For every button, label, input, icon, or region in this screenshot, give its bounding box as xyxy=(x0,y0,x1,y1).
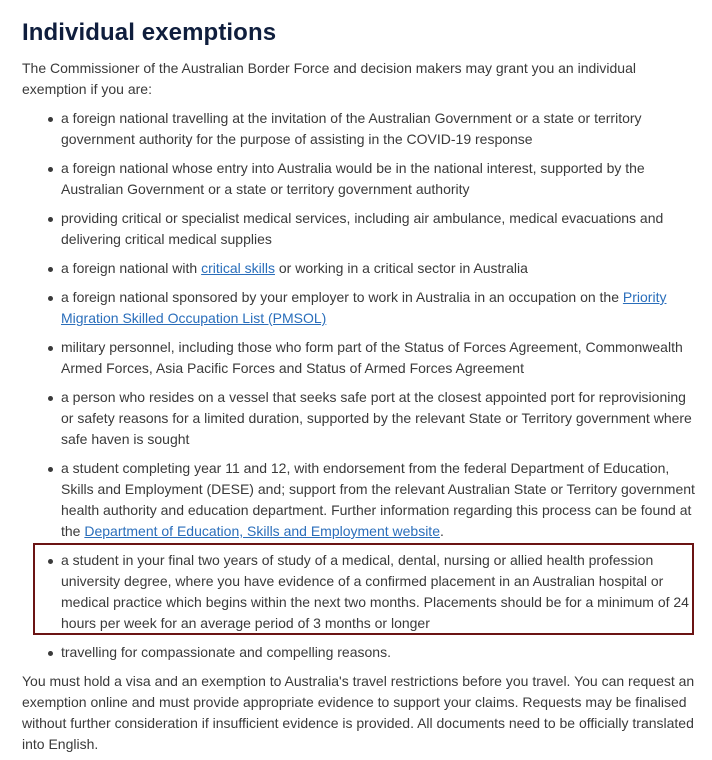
bullet-icon xyxy=(48,267,53,272)
list-item-text-before: a foreign national sponsored by your employer to work in Australia in an occupation on the xyxy=(61,289,623,305)
bullet-icon xyxy=(48,559,53,564)
bullet-icon xyxy=(48,167,53,172)
list-item-text-after: or working in a critical sector in Australia xyxy=(274,260,528,276)
list-item xyxy=(22,258,700,279)
section-heading: Individual exemptions xyxy=(22,19,277,46)
list-item-text: a student in your final two years of study of a medical, dental, nursing or allied health profession university degree, where you have evidence of a confirmed placement in an Australian hospital or medical practice which begins within the next two months. Placements should be for a minimum of 24 hours per week for an average period of 3 months or longer xyxy=(61,552,689,631)
list-item-text: a foreign national travelling at the invitation of the Australian Government or a state or territory government authority for the purpose of assisting in the COVID-19 response xyxy=(61,110,642,147)
list-item-text: providing critical or specialist medical services, including air ambulance, medical evacuations and delivering critical medical supplies xyxy=(61,210,664,247)
intro-paragraph: The Commissioner of the Australian Border Force and decision makers may grant you an individual exemption if you are: xyxy=(22,60,636,97)
bullet-icon xyxy=(48,396,53,401)
list-item xyxy=(22,158,700,200)
list-item-text-before: a student completing year 11 and 12, with endorsement from the federal Department of Education, Skills and Employment (DESE) and; support from the relevant Australian State or Territory government health authority and education department. Further information regarding this process can be found at the xyxy=(61,460,695,539)
list-item-text: a person who resides on a vessel that seeks safe port at the closest appointed port for reprovisioning or safety reasons for a limited duration, supported by the relevant State or Territory government where safe haven is sought xyxy=(61,389,692,447)
bullet-icon xyxy=(48,217,53,222)
pmsol-link[interactable]: Priority Migration Skilled Occupation List (PMSOL) xyxy=(61,289,667,326)
list-item-highlighted xyxy=(22,550,700,634)
list-item-text: a foreign national whose entry into Australia would be in the national interest, supported by the Australian Government or a state or territory government authority xyxy=(61,160,645,197)
list-item xyxy=(22,387,700,450)
dese-website-link[interactable]: Department of Education, Skills and Employment website xyxy=(84,523,440,539)
list-item xyxy=(22,208,700,250)
list-item xyxy=(22,458,700,542)
exemption-list xyxy=(22,108,700,663)
list-item xyxy=(22,108,700,150)
individual-exemptions-section xyxy=(22,18,700,755)
bullet-icon xyxy=(48,117,53,122)
list-item-text: travelling for compassionate and compelling reasons. xyxy=(61,644,391,660)
bullet-icon xyxy=(48,346,53,351)
critical-skills-link[interactable]: critical skills xyxy=(201,260,275,276)
list-item xyxy=(22,337,700,379)
bullet-icon xyxy=(48,651,53,656)
outro-paragraph: You must hold a visa and an exemption to Australia's travel restrictions before you travel. You can request an exemption online and must provide appropriate evidence to support your claims. Requests may be finalised without further consideration if insufficient evidence is provided. All documents need to be officially translated into English. xyxy=(22,673,695,752)
list-item-text-after: . xyxy=(439,523,444,539)
list-item-text-before: a foreign national with xyxy=(61,260,202,276)
bullet-icon xyxy=(48,296,53,301)
list-item xyxy=(22,642,700,663)
bullet-icon xyxy=(48,467,53,472)
list-item-text: military personnel, including those who form part of the Status of Forces Agreement, Commonwealth Armed Forces, Asia Pacific Forces and Status of Armed Forces Agreement xyxy=(61,339,683,376)
list-item xyxy=(22,287,700,329)
